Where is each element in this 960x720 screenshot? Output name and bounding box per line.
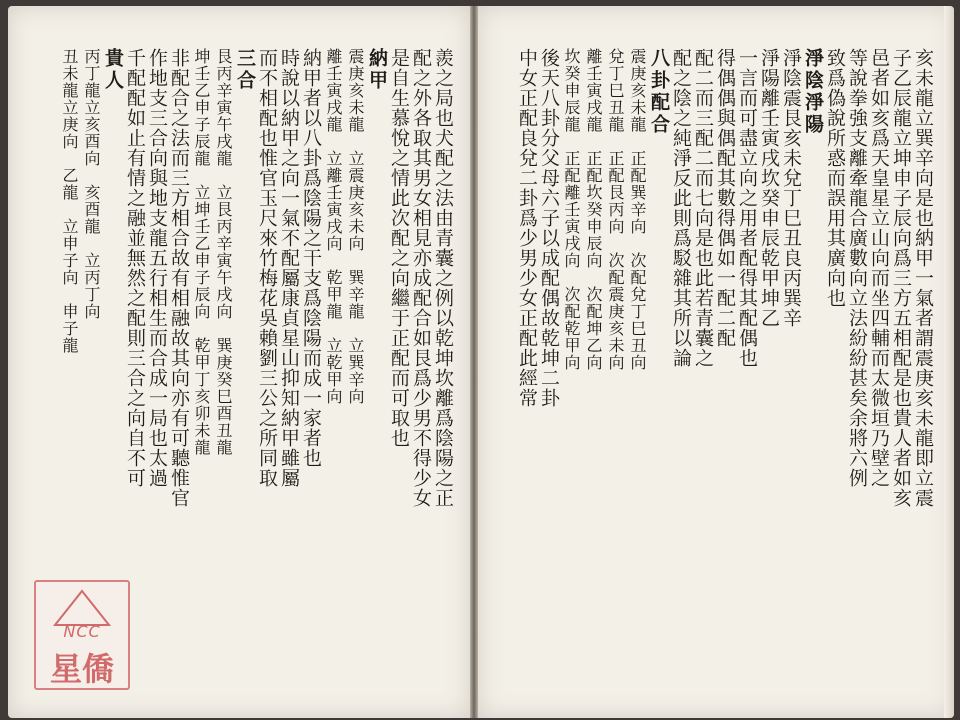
section-heading-sanhe: 三合 [234, 48, 256, 92]
page-edge [944, 6, 954, 718]
text-column: 坎癸申辰龍 正配離壬寅戌向 次配乾甲向 [562, 48, 581, 371]
text-column: 後天八卦分父母六子以成配偶故乾坤二卦 [538, 48, 560, 408]
text-column: 艮丙辛寅午戌龍 立艮丙辛寅午戌向 巽庚癸巳酉丑龍 [214, 48, 233, 456]
section-heading-guiren: 貴人 [102, 48, 124, 92]
text-column: 納甲者以八卦爲陰陽之干支爲陰陽而成一家者也 [300, 48, 322, 468]
watermark-stamp [34, 580, 130, 690]
text-column: 作地支三合向與地支龍五行相生而合成一局也太過 [146, 48, 168, 488]
text-column: 配之陰之純淨反此則爲駁雜其所以論 [670, 48, 692, 368]
text-column: 兌丁巳丑龍 正配艮丙向 次配震庚亥未向 [606, 48, 625, 371]
text-column: 中女正配良兌二卦爲少男少女正配此經常 [516, 48, 538, 408]
stamp-name-text: 星僑 [49, 650, 114, 688]
text-column: 子乙辰龍立坤申子辰向爲三方五相配是也貴人者如亥 [890, 48, 912, 508]
text-column: 丑未龍立庚向 乙龍 立申子向 申子龍 [60, 48, 79, 354]
text-column: 邑者如亥爲天皇星立山向而坐四輔而太微垣乃壁之 [868, 48, 890, 488]
text-column: 震庚亥未龍 正配巽辛向 次配兌丁巳丑向 [628, 48, 647, 371]
text-column: 一言而可盡立向之用者配得其配偶也 [736, 48, 758, 368]
text-column: 震庚亥未龍 立震庚亥未向 巽辛龍 立巽辛向 [346, 48, 365, 405]
text-column: 亥未龍立巽辛向是也納甲一氣者謂震庚亥未龍即立震 [912, 48, 934, 508]
book-spread [8, 6, 954, 718]
text-column: 淨陽離壬寅戌坎癸申辰乾甲坤乙 [758, 48, 780, 328]
text-column: 羨之局也犬配之法由青囊之例以乾坤坎離爲陰陽之正 [432, 48, 454, 508]
section-heading-bagua-peihe: 八卦配合 [648, 48, 670, 136]
text-column: 離壬寅戌龍 立離壬寅戌向 乾甲龍 立乾甲向 [324, 48, 343, 405]
text-column: 得偶偶與偶配其數得偶如一配二配 [714, 48, 736, 348]
text-column: 配二而三配二而七向是也此若青囊之 [692, 48, 714, 368]
text-column: 非配合之法而三方相合故有相融故其向亦有可聽惟官 [168, 48, 190, 508]
text-column: 淨陰震艮亥未兌丁巳丑良丙巽辛 [780, 48, 802, 328]
text-column: 致爲偽說所惑而誤用其廣向也 [824, 48, 846, 308]
text-column: 時說以納甲之向一氣不配屬康貞星山抑知納甲雖屬 [278, 48, 300, 488]
book-gutter [470, 6, 478, 718]
stamp-latin-text: NCC [63, 622, 101, 641]
text-column: 是自生慕悅之情此次配之向繼于正配而可取也 [388, 48, 410, 448]
section-heading-jingyin-jingyang: 淨陰淨陽 [802, 48, 824, 136]
text-column: 千配配如止有情之融並無然之配則三合之向自不可 [124, 48, 146, 488]
text-column: 配之外各取其男女相見亦成配合如艮爲少男不得少女 [410, 48, 432, 508]
text-column: 坤壬乙申子辰龍 立坤壬乙申子辰向 乾甲丁亥卯未龍 [192, 48, 211, 456]
right-page-text-block [496, 48, 934, 688]
text-column: 而不相配也惟官玉尺來竹梅花吳賴劉三公之所同取 [256, 48, 278, 488]
section-heading-najia: 納甲 [366, 48, 388, 92]
text-column: 丙丁龍立亥酉向 亥酉龍 立丙丁向 [82, 48, 101, 320]
text-column: 等說拳強支離牽龍合廣數向立法紛紛甚矣余將六例 [846, 48, 868, 488]
text-column: 離壬寅戌龍 正配坎癸申辰向 次配坤乙向 [584, 48, 603, 371]
right-page [478, 6, 954, 718]
